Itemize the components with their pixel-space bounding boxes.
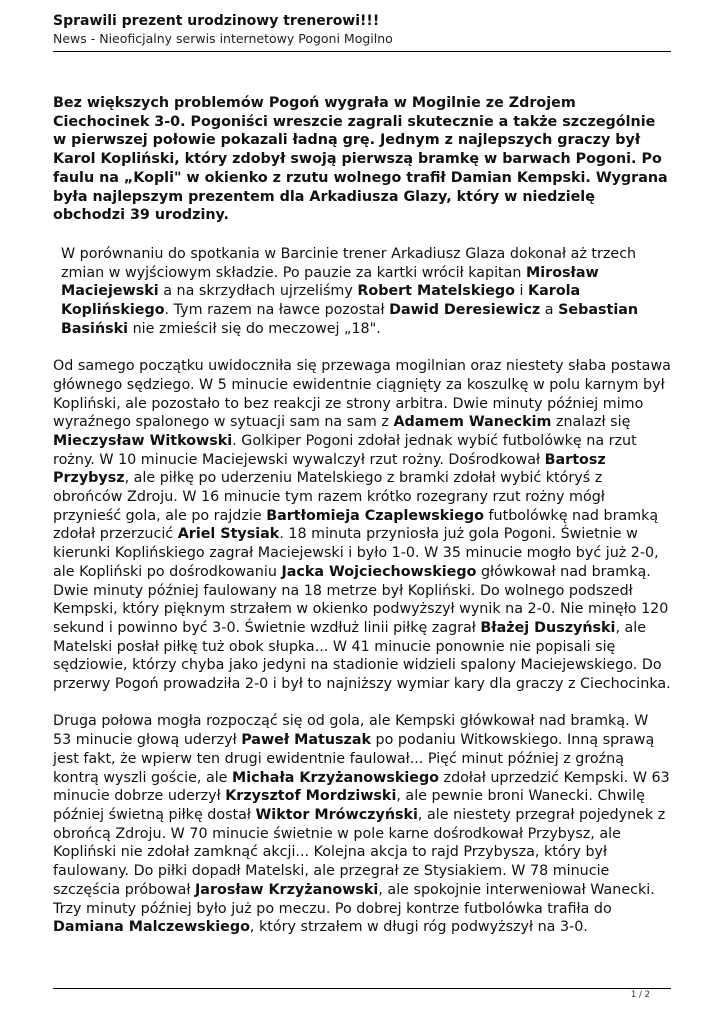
text: W porównaniu do spotkania w Barcinie trener Arkadiusz Glaza dokonał aż trzech zmian w wyjściowym składzie. Po pauzie za kartki wrócił kapitan bbox=[61, 245, 637, 281]
text: a bbox=[540, 302, 559, 319]
player-name: Michała Krzyżanowskiego bbox=[232, 769, 440, 786]
text: , ale Matelski posłał piłkę tuż obok słupka... W 41 minucie ponownie nie popisali się sędziowie, którzy chyba jako jedyni na stadionie widzieli spalony Maciejewskiego. Do przerwy Pogoń prowadziła 2-0 i był to najniższy wymiar kary dla graczy z Ciechocinka. bbox=[53, 619, 671, 693]
player-name: Krzysztof Mordziwski bbox=[225, 788, 397, 805]
page-subtitle: News - Nieoficjalny serwis internetowy Pogoni Mogilno bbox=[53, 31, 393, 46]
article-lead: Bez większych problemów Pogoń wygrała w Mogilnie ze Zdrojem Ciechocinek 3-0. Pogoniści wreszcie zagrali skutecznie a także szczególnie w pierwszej połowie pokazali ładną grę. Jednym z najlepszych graczy był Karol Kopliński, który zdobył swoją pierwszą bramkę w barwach Pogoni. Po faulu na „Kopli" w okienko z rzutu wolnego trafił Damian Kempski. Wygrana była najlepszym prezentem dla Arkadiusza Glazy, który w niedzielę obchodzi 39 urodziny. bbox=[53, 95, 668, 224]
player-name: Błażej Duszyński bbox=[480, 619, 616, 636]
text: , ale spokojnie interweniował Wanecki. Trzy minuty później było już po meczu. Po dobrej kontrze futbolówka trafiła do bbox=[53, 881, 655, 917]
player-name: Dawid Deresiewicz bbox=[389, 302, 541, 319]
player-name: Sebastian Basiński bbox=[61, 302, 639, 337]
player-name: Damiana Malczewskiego bbox=[53, 919, 250, 936]
player-name: Paweł Matuszak bbox=[241, 732, 372, 749]
page-number: 1 / 2 bbox=[630, 990, 650, 1000]
article-body bbox=[53, 94, 671, 956]
text: Druga połowa mogła rozpocząć się od gola, ale Kempski główkował nad bramką. W 53 minucie głową uderzył bbox=[53, 713, 649, 749]
text: , ale pewnie broni Wanecki. Chwilę później świetną piłkę dostał bbox=[53, 788, 645, 823]
player-name: Robert Matelskiego bbox=[357, 283, 515, 300]
text: nie zmieścił się do meczowej „18". bbox=[128, 320, 381, 337]
player-name: Karola Koplińskiego bbox=[61, 283, 581, 319]
player-name: Mieczysław Witkowski bbox=[53, 432, 233, 449]
text: . Golkiper Pogoni zdołał jednak wybić futbolówkę na rzut rożny. W 10 minucie Maciejewski wywalczył rzut rożny. Dośrodkował bbox=[53, 432, 637, 468]
header-divider bbox=[53, 51, 671, 52]
player-name: Ariel Stysiak bbox=[177, 526, 280, 543]
document-header bbox=[53, 12, 671, 47]
paragraph-second-half bbox=[53, 712, 671, 936]
text: futbolówkę nad bramką zdołał przerzucić bbox=[53, 507, 659, 543]
text: . Tym razem na ławce pozostał bbox=[164, 302, 390, 319]
text: . 18 minuta przyniosła już gola Pogoni. Świetnie w kierunki Koplińskiego zagrał Maciejewski i było 1-0. W 35 minucie mogło być już 2-0, ale Kopliński po dośrodkowaniu bbox=[53, 526, 659, 580]
player-name: Wiktor Mrówczyński bbox=[255, 806, 418, 823]
text: główkował nad bramką. Dwie minuty później faulowany na 18 metrze był Kopliński. Do wolnego podszedł Kempski, który pięknym strzałem w okienko podwyższył wynik na 2-0. Nie minęło 120 sekund i powinno być 3-0. Świetnie wzdłuż linii piłkę zagrał bbox=[53, 563, 669, 636]
player-name: Adamem Waneckim bbox=[393, 414, 552, 431]
player-name: Bartłomieja Czaplewskiego bbox=[266, 507, 484, 524]
footer-divider bbox=[53, 988, 671, 989]
text: , ale niestety przegrał pojedynek z obrońcą Zdroju. W 70 minucie świetnie w pole karne dośrodkował Przybysz, ale Kopliński nie zdołał zamknąć akcji... Kolejna akcja to rajd Przybysza, który był faulowany. Do piłki dopadł Matelski, ale przegrał ze Stysiakiem. W 78 minucie szczęścia próbował bbox=[53, 806, 666, 898]
text: a na skrzydłach ujrzeliśmy bbox=[158, 283, 358, 300]
text: Od samego początku uwidoczniła się przewaga mogilnian oraz niestety słaba postawa głównego sędziego. W 5 minucie ewidentnie ciągnięty za koszulkę w polu karnym był Kopliński, ale pozostało to bez reakcji ze strony arbitra. Dwie minuty później mimo wyraźnego spalonego w sytuacji sam na sam z bbox=[53, 358, 671, 431]
paragraph-first-half bbox=[53, 357, 671, 694]
player-name: Bartosz Przybysz bbox=[53, 451, 606, 487]
text: znalazł się bbox=[551, 414, 631, 431]
player-name: Jacka Wojciechowskiego bbox=[281, 563, 477, 580]
player-name: Jarosław Krzyżanowski bbox=[194, 881, 379, 898]
text: po podaniu Witkowskiego. Inną sprawą jest fakt, że wpierw ten drugi ewidentnie faulował... Pięć minut później z groźną kontrą wyszli goście, ale bbox=[53, 732, 655, 786]
text: , który strzałem w długi róg podwyższył na 3-0. bbox=[249, 919, 588, 936]
text: zdołał uprzedzić Kempski. W 63 minucie dobrze uderzył bbox=[53, 769, 670, 805]
text: i bbox=[514, 283, 529, 300]
page-title: Sprawili prezent urodzinowy trenerowi!!! bbox=[53, 13, 380, 29]
text: , ale piłkę po uderzeniu Matelskiego z bramki zdołał wybić któryś z obrońców Zdroju. W 16 minucie tym razem krótko rozegrany rzut rożny mógł przynieść gola, ale po rajdzie bbox=[53, 470, 605, 524]
player-name: Mirosław Maciejewski bbox=[61, 264, 599, 300]
paragraph-lineup bbox=[53, 245, 671, 339]
